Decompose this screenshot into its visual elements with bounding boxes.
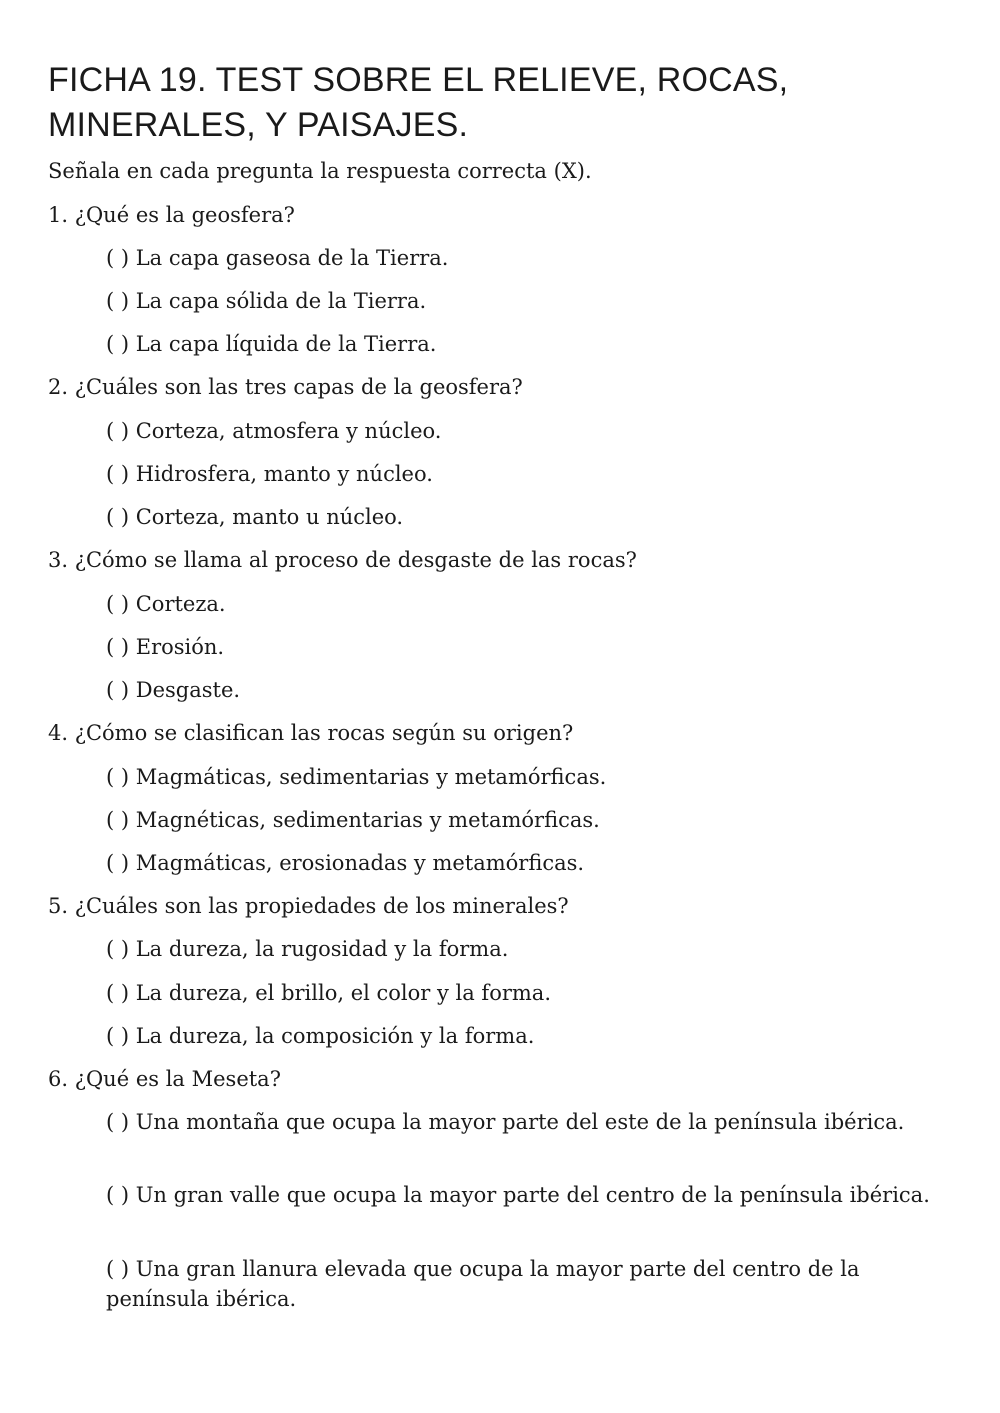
answer-option-4b[interactable]: ( ) Magnéticas, sedimentarias y metamórficas. (106, 808, 600, 832)
answer-option-5c[interactable]: ( ) La dureza, la composición y la forma. (106, 1024, 535, 1048)
question-2: 2. ¿Cuáles son las tres capas de la geosfera? (48, 375, 523, 399)
answer-option-4c[interactable]: ( ) Magmáticas, erosionadas y metamórficas. (106, 851, 585, 875)
answer-option-5a[interactable]: ( ) La dureza, la rugosidad y la forma. (106, 937, 509, 961)
answer-option-3a[interactable]: ( ) Corteza. (106, 592, 226, 616)
answer-option-3b[interactable]: ( ) Erosión. (106, 635, 225, 659)
question-1: 1. ¿Qué es la geosfera? (48, 203, 295, 227)
answer-option-2c[interactable]: ( ) Corteza, manto u núcleo. (106, 505, 404, 529)
answer-option-1c[interactable]: ( ) La capa líquida de la Tierra. (106, 332, 437, 356)
question-3: 3. ¿Cómo se llama al proceso de desgaste de las rocas? (48, 548, 637, 572)
answer-option-5b[interactable]: ( ) La dureza, el brillo, el color y la forma. (106, 981, 551, 1005)
answer-option-3c[interactable]: ( ) Desgaste. (106, 678, 241, 702)
question-5: 5. ¿Cuáles son las propiedades de los minerales? (48, 894, 569, 918)
question-4: 4. ¿Cómo se clasifican las rocas según su origen? (48, 721, 574, 745)
question-6: 6. ¿Qué es la Meseta? (48, 1067, 281, 1091)
answer-option-6a[interactable]: ( ) Una montaña que ocupa la mayor parte del este de la península ibérica. (106, 1110, 905, 1134)
answer-option-1b[interactable]: ( ) La capa sólida de la Tierra. (106, 289, 427, 313)
answer-option-2b[interactable]: ( ) Hidrosfera, manto y núcleo. (106, 462, 433, 486)
instruction-text: Señala en cada pregunta la respuesta correcta (X). (48, 159, 592, 183)
page-title: FICHA 19. TEST SOBRE EL RELIEVE, ROCAS, MINERALES, Y PAISAJES. (48, 61, 789, 144)
answer-option-6b[interactable]: ( ) Un gran valle que ocupa la mayor parte del centro de la península ibérica. (106, 1183, 930, 1207)
answer-option-2a[interactable]: ( ) Corteza, atmosfera y núcleo. (106, 419, 442, 443)
answer-option-4a[interactable]: ( ) Magmáticas, sedimentarias y metamórficas. (106, 765, 607, 789)
answer-option-1a[interactable]: ( ) La capa gaseosa de la Tierra. (106, 246, 449, 270)
answer-option-6c[interactable]: ( ) Una gran llanura elevada que ocupa la mayor parte del centro de la península ibérica. (106, 1257, 860, 1311)
